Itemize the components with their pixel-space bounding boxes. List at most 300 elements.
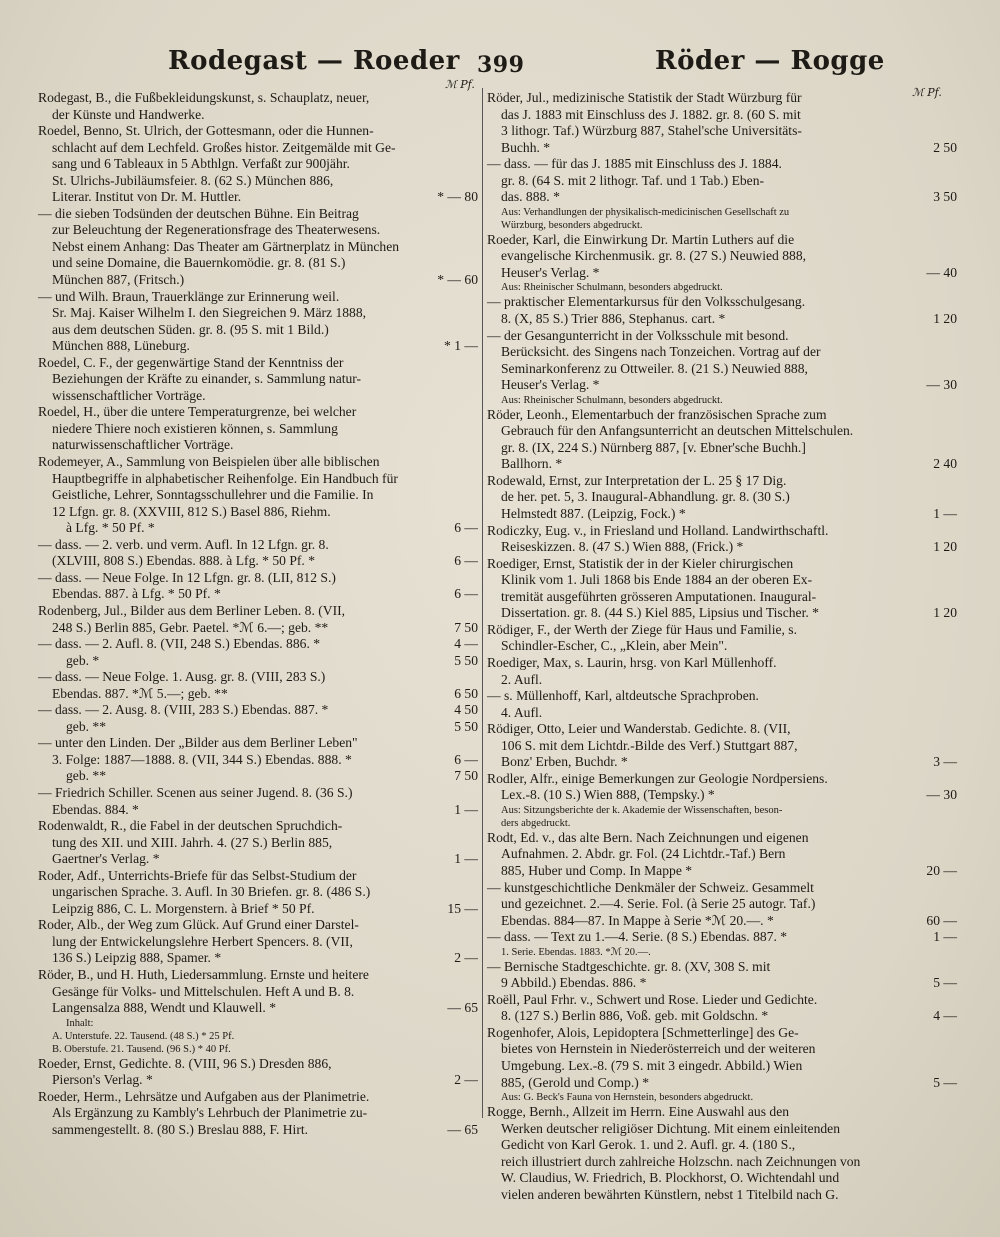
entry-line [38,520,478,537]
entry-text: Rodenwaldt, R., die Fabel in der deutschen Spruchdich- [38,818,343,834]
entry-price: — 40 [926,264,957,280]
entry-line [487,754,957,771]
entry-line [487,344,957,361]
entry-price: 6 — [454,586,478,602]
entry-price: — 65 [447,1000,478,1016]
entry-line [487,489,957,506]
entry-line [38,851,478,868]
entry-text: — unter den Linden. Der „Bilder aus dem Berliner Leben" [38,735,358,751]
entry-line [487,523,957,540]
entry-line [487,705,957,722]
entry-line [487,655,957,672]
entry-text: aus dem deutschen Süden. gr. 8. (95 S. mit 1 Bild.) [52,321,329,337]
entry-line [38,884,478,901]
entry-line [38,768,478,785]
entry-text: (XLVIII, 808 S.) Ebendas. 888. à Lfg. * 50 Pf. * [52,553,316,569]
entry-text: Rodemeyer, A., Sammlung von Beispielen über alle biblischen [38,454,380,470]
entry-text: Gedicht von Karl Gerok. 1. und 2. Aufl. gr. 4. (180 S., [501,1137,796,1153]
entry-text: Rodiczky, Eug. v., in Friesland und Holland. Landwirthschaftl. [487,522,829,538]
entry-text: Sr. Maj. Kaiser Wilhelm I. den Siegreichen 9. März 1888, [52,305,367,321]
entry-line [38,1043,478,1056]
entry-line [487,1170,957,1187]
entry-line [38,222,478,239]
entry-line [38,653,478,670]
entry-price: 4 — [454,636,478,652]
entry-line [38,272,478,289]
entry-text: Roeder, Herm., Lehrsätze und Aufgaben aus der Planimetrie. [38,1088,370,1104]
entry-text: — dass. — Neue Folge. 1. Ausg. gr. 8. (VIII, 283 S.) [38,669,326,685]
entry-line [38,454,478,471]
entry-price: 5 — [933,975,957,991]
entry-text: Geistliche, Lehrer, Sonntagsschullehrer und die Familie. In [52,487,374,503]
entry-text: — dass. — für das J. 1885 mit Einschluss des J. 1884. [487,156,782,172]
entry-line [38,255,478,272]
entry-text: Umgebung. Lex.-8. (79 S. mit 3 eingedr. Abbild.) Wien [501,1057,803,1073]
entry-text: Literar. Institut von Dr. M. Huttler. [52,189,242,205]
entry-text: Ballhorn. * [501,456,563,472]
entry-text: 3 lithogr. Taf.) Würzburg 887, Stahel'sche Universitäts- [501,123,802,139]
entry-price: 6 — [454,751,478,767]
entry-line [487,638,957,655]
entry-line [487,328,957,345]
entry-text: A. Unterstufe. 22. Tausend. (48 S.) * 25 Pf. [52,1030,235,1042]
entry-text: bietes von Hernstein in Niederösterreich und der weiteren [501,1041,816,1057]
entry-text: Ebendas. 887. *ℳ 5.—; geb. ** [52,685,228,701]
entry-line [38,719,478,736]
entry-line [487,975,957,992]
entry-price: 4 50 [454,702,478,718]
currency-header-right: ℳ Pf. [912,86,942,99]
entry-text: — dass. — 2. Ausg. 8. (VIII, 283 S.) Ebendas. 887. * [38,702,329,718]
entry-price: 2 — [454,1072,478,1088]
entry-text: zur Beleuchtung der Regenerationsfrage des Theaterwesens. [52,222,381,238]
entry-line [487,880,957,897]
entry-line [38,189,478,206]
entry-line [38,868,478,885]
entry-text: Rodegast, B., die Fußbekleidungskunst, s. Schauplatz, neuer, [38,90,370,105]
entry-price: 1 — [933,929,957,945]
entry-text: Seminarkonferenz zu Ottweiler. 8. (21 S.) Neuwied 888, [501,360,808,376]
entry-text: Roediger, Ernst, Statistik der in der Kieler chirurgischen [487,555,794,571]
entry-price: 6 — [454,553,478,569]
entry-line [38,620,478,637]
entry-text: Gaertner's Verlag. * [52,851,160,867]
entry-line [487,123,957,140]
entry-line [487,232,957,249]
entry-line [38,173,478,190]
entry-text: Roediger, Max, s. Laurin, hrsg. von Karl Müllenhoff. [487,654,777,670]
entry-text: 8. (X, 85 S.) Trier 886, Stephanus. cart. * [501,311,726,327]
entry-line [38,917,478,934]
entry-line [487,294,957,311]
entry-text: Helmstedt 887. (Leipzig, Fock.) * [501,506,686,522]
entry-line [487,572,957,589]
entry-text: à Lfg. * 50 Pf. * [66,520,155,536]
entry-line [487,929,957,946]
entry-text: Rödiger, F., der Werth der Ziege für Haus und Familie, s. [487,621,797,637]
entry-line [38,239,478,256]
entry-line [487,1104,957,1121]
entry-text: Reiseskizzen. 8. (47 S.) Wien 888, (Frick.) * [501,539,744,555]
entry-line [487,959,957,976]
entry-line [487,311,957,328]
entry-text: Aus: Rheinischer Schulmann, besonders abgedruckt. [501,282,723,294]
entry-line [487,1058,957,1075]
entry-price: — 30 [926,787,957,803]
entry-line [487,423,957,440]
entry-text: Rogge, Bernh., Allzeit im Herrn. Eine Auswahl aus den [487,1104,790,1120]
entry-text: Nebst einem Anhang: Das Theater am Gärtnerplatz in München [52,238,400,254]
entry-line [487,1187,957,1204]
entry-text: geb. ** [66,768,107,784]
entry-line [38,785,478,802]
entry-line [38,570,478,587]
entry-text: — s. Müllenhoff, Karl, altdeutsche Sprachproben. [487,688,759,704]
entry-line [38,421,478,438]
entry-line [487,506,957,523]
entry-text: Röder, Jul., medizinische Statistik der Stadt Würzburg für [487,90,802,105]
entry-text: 885, (Gerold und Comp.) * [501,1074,650,1090]
entry-line [38,371,478,388]
entry-text: Leipzig 886, C. L. Morgenstern. à Brief * 50 Pf. [52,900,315,916]
entry-price: 20 — [926,862,957,878]
entry-line [38,1122,478,1139]
entry-line [487,248,957,265]
entry-line [38,586,478,603]
entry-line [487,281,957,294]
entry-line [38,305,478,322]
entry-text: Rödiger, Otto, Leier und Wanderstab. Gedichte. 8. (VII, [487,721,791,737]
entry-line [487,688,957,705]
entry-line [38,636,478,653]
entry-line [487,156,957,173]
entry-line [487,556,957,573]
entry-text: und seine Domaine, die Bauernkomödie. gr. 8. (81 S.) [52,255,346,271]
entry-text: evangelische Kirchenmusik. gr. 8. (27 S.) Neuwied 888, [501,248,807,264]
entry-line [38,322,478,339]
entry-text: Heuser's Verlag. * [501,377,600,393]
entry-text: Aus: Rheinischer Schulmann, besonders abgedruckt. [501,394,723,406]
entry-line [487,721,957,738]
entry-text: — dass. — 2. Aufl. 8. (VII, 248 S.) Ebendas. 886. * [38,636,321,652]
entry-line [38,984,478,1001]
entry-text: sang und 6 Tableaux in 5 Abthlgn. Verfaßt zur 900jähr. [52,156,350,172]
entry-text: Heuser's Verlag. * [501,264,600,280]
entry-text: Dissertation. gr. 8. (44 S.) Kiel 885, Lipsius und Tischer. * [501,605,819,621]
entry-price: * — 60 [437,272,478,288]
entry-line [38,1072,478,1089]
entry-line [38,818,478,835]
entry-line [487,189,957,206]
entry-line [487,787,957,804]
entry-line [38,355,478,372]
entry-text: Roedel, H., über die untere Temperaturgrenze, bei welcher [38,404,357,420]
entry-line [487,992,957,1009]
entry-text: Roeder, Ernst, Gedichte. 8. (VIII, 96 S.) Dresden 886, [38,1055,332,1071]
entry-price: * — 80 [437,189,478,205]
entry-line [487,407,957,424]
entry-text: — kunstgeschichtliche Denkmäler der Schweiz. Gesammelt [487,879,814,895]
entry-text: 4. Aufl. [501,704,543,720]
entry-text: 9 Abbild.) Ebendas. 886. * [501,975,647,991]
entry-price: 1 — [933,506,957,522]
entry-line [38,404,478,421]
entry-line [487,1137,957,1154]
entry-price: 3 — [933,754,957,770]
entry-line [38,669,478,686]
entry-line [487,589,957,606]
entry-price: 1 — [454,851,478,867]
entry-line [487,896,957,913]
entry-line [38,388,478,405]
entry-line [487,863,957,880]
entry-text: Roeder, Karl, die Einwirkung Dr. Martin Luthers auf die [487,231,795,247]
entry-text: — und Wilh. Braun, Trauerklänge zur Erinnerung weil. [38,288,340,304]
entry-line [38,107,478,124]
entry-line [38,471,478,488]
entry-text: — Friedrich Schiller. Scenen aus seiner Jugend. 8. (36 S.) [38,784,353,800]
entry-text: naturwissenschaftlicher Vorträge. [52,437,234,453]
entry-text: Rodenberg, Jul., Bilder aus dem Berliner Leben. 8. (VII, [38,602,346,618]
entry-text: Aus: G. Beck's Fauna von Hernstein, besonders abgedruckt. [501,1092,754,1104]
entry-text: — dass. — Text zu 1.—4. Serie. (8 S.) Ebendas. 887. * [487,929,788,945]
entry-text: Roedel, C. F., der gegenwärtige Stand der Kenntniss der [38,354,344,370]
entry-text: 12 Lfgn. gr. 8. (XXVIII, 812 S.) Basel 886, Riehm. [52,503,331,519]
entry-line [487,107,957,124]
entry-line [38,967,478,984]
entry-text: W. Claudius, W. Friedrich, B. Plockhorst, O. Wichtendahl und [501,1170,840,1186]
entry-line [38,140,478,157]
entry-price: 6 — [454,520,478,536]
entry-text: tremität ausgeführten grösseren Amputationen. Inaugural- [501,588,817,604]
entry-text: de her. pet. 5, 3. Inaugural-Abhandlung. gr. 8. (30 S.) [501,489,790,505]
entry-text: 1. Serie. Ebendas. 1883. *ℳ 20.—. [501,946,651,958]
entry-line [38,735,478,752]
entry-line [487,377,957,394]
entry-text: Aufnahmen. 2. Abdr. gr. Fol. (24 Lichtdr.-Taf.) Bern [501,846,786,862]
entry-price: 1 — [454,801,478,817]
entry-text: Aus: Verhandlungen der physikalisch-medicinischen Gesellschaft zu [501,206,790,218]
entry-price: — 30 [926,377,957,393]
entry-line [38,206,478,223]
entry-price: 5 50 [454,652,478,668]
entry-text: 8. (127 S.) Berlin 886, Voß. geb. mit Goldschn. * [501,1008,769,1024]
entry-text: Buchh. * [501,139,551,155]
right-column [487,90,957,1203]
entry-text: wissenschaftlicher Vorträge. [52,387,206,403]
entry-text: Gesänge für Volks- und Mittelschulen. Heft A und B. 8. [52,983,355,999]
entry-text: das J. 1883 mit Einschluss des J. 1882. gr. 8. (60 S. mit [501,106,801,122]
entry-line [38,752,478,769]
entry-text: Röder, B., und H. Huth, Liedersammlung. Ernste und heitere [38,966,369,982]
entry-text: niedere Thiere noch existieren können, s. Sammlung [52,420,338,436]
entry-text: das. 888. * [501,189,560,205]
entry-line [38,950,478,967]
entry-line [487,140,957,157]
entry-line [487,440,957,457]
entry-text: 248 S.) Berlin 885, Gebr. Paetel. *ℳ 6.—; geb. ** [52,619,329,635]
entry-text: tung des XII. und XIII. Jahrh. 4. (27 S.) Berlin 885, [52,834,333,850]
entry-text: Roëll, Paul Frhr. v., Schwert und Rose. Lieder und Gedichte. [487,991,818,1007]
entry-text: — Bernische Stadtgeschichte. gr. 8. (XV, 308 S. mit [487,958,771,974]
entry-price: 15 — [447,900,478,916]
entry-price: 5 — [933,1074,957,1090]
entry-price: 2 40 [933,456,957,472]
entry-price: 2 50 [933,139,957,155]
entry-line [487,361,957,378]
entry-price: — 65 [447,1121,478,1137]
entry-line [487,539,957,556]
entry-text: und gezeichnet. 2.—4. Serie. Fol. (à Serie 25 autogr. Taf.) [501,896,816,912]
entry-line [487,846,957,863]
entry-line [487,771,957,788]
entry-text: Lex.-8. (10 S.) Wien 888, (Tempsky.) * [501,787,715,803]
entry-line [38,1056,478,1073]
entry-text: lung der Entwickelungslehre Herbert Spencers. 8. (VII, [52,933,353,949]
entry-text: München 887, (Fritsch.) [52,272,185,288]
entry-line [38,90,478,107]
entry-text: Ebendas. 884—87. In Mappe à Serie *ℳ 20.—. * [501,912,774,928]
entry-text: — die sieben Todsünden der deutschen Bühne. Ein Beitrag [38,205,359,221]
entry-text: Inhalt: [66,1017,94,1029]
running-header-left: Rodegast — Roeder [168,46,460,76]
entry-line [38,1000,478,1017]
entry-line [38,123,478,140]
entry-price: 2 — [454,950,478,966]
entry-text: 3. Folge: 1887—1888. 8. (VII, 344 S.) Ebendas. 888. * [52,751,352,767]
entry-line [487,830,957,847]
entry-text: gr. 8. (IX, 224 S.) Nürnberg 887, [v. Ebner'sche Buchh.] [501,439,806,455]
entry-line [487,90,957,107]
entry-line [487,672,957,689]
entry-text: — der Gesangunterricht in der Volksschule mit besond. [487,327,789,343]
entry-text: Ebendas. 884. * [52,801,139,817]
entry-text: Beziehungen der Kräfte zu einander, s. Sammlung natur- [52,371,362,387]
entry-line [38,835,478,852]
entry-text: Als Ergänzung zu Kambly's Lehrbuch der Planimetrie zu- [52,1105,368,1121]
entry-text: Aus: Sitzungsberichte der k. Akademie der Wissenschaften, beson- [501,804,783,816]
entry-price: 7 50 [454,619,478,635]
entry-line [38,338,478,355]
entry-text: Rodt, Ed. v., das alte Bern. Nach Zeichnungen und eigenen [487,829,809,845]
entry-line [38,702,478,719]
entry-price: 5 50 [454,718,478,734]
entry-text: der Künste und Handwerke. [52,106,205,122]
currency-header-left: ℳ Pf. [445,78,475,91]
entry-text: Werken deutscher religiöser Dichtung. Mit einem einleitenden [501,1120,841,1136]
page-number: 399 [477,52,525,78]
entry-line [487,605,957,622]
entry-text: Gebrauch für den Anfangsunterricht an deutschen Mittelschulen. [501,423,854,439]
entry-text: Bonz' Erben, Buchdr. * [501,754,628,770]
entry-line [487,1025,957,1042]
entry-text: ders abgedruckt. [501,817,571,829]
entry-line [487,622,957,639]
entry-line [487,173,957,190]
entry-text: 885, Huber und Comp. In Mappe * [501,862,693,878]
entry-line [38,901,478,918]
entry-line [38,802,478,819]
entry-line [487,1091,957,1104]
entry-line [487,394,957,407]
entry-text: 106 S. mit dem Lichtdr.-Bilde des Verf.) Stuttgart 887, [501,737,798,753]
entry-text: reich illustriert durch zahlreiche Holzschn. nach Zeichnungen von [501,1153,861,1169]
entry-price: 3 50 [933,189,957,205]
entry-text: schlacht auf dem Lechfeld. Großes histor. Zeitgemälde mit Ge- [52,139,396,155]
entry-line [487,1121,957,1138]
entry-line [38,603,478,620]
entry-price: 60 — [926,912,957,928]
entry-text: B. Oberstufe. 21. Tausend. (96 S.) * 40 Pf. [52,1043,231,1055]
entry-text: ungarischen Sprache. 3. Aufl. In 30 Briefen. gr. 8. (486 S.) [52,884,371,900]
entry-price: 4 — [933,1008,957,1024]
entry-line [38,504,478,521]
entry-text: Roder, Adf., Unterrichts-Briefe für das Selbst-Studium der [38,867,357,883]
entry-text: sammengestellt. 8. (80 S.) Breslau 888, F. Hirt. [52,1121,309,1137]
entry-line [38,1105,478,1122]
entry-text: Langensalza 888, Wendt und Klauwell. * [52,1000,277,1016]
entry-line [487,206,957,219]
entry-line [38,289,478,306]
entry-line [38,1017,478,1030]
entry-text: Ebendas. 887. à Lfg. * 50 Pf. * [52,586,221,602]
entry-text: — praktischer Elementarkursus für den Volksschulgesang. [487,294,806,310]
entry-text: 2. Aufl. [501,671,543,687]
entry-line [38,934,478,951]
entry-text: — dass. — 2. verb. und verm. Aufl. In 12 Lfgn. gr. 8. [38,536,329,552]
entry-price: 1 20 [933,605,957,621]
entry-text: Rogenhofer, Alois, Lepidoptera [Schmetterlinge] des Ge- [487,1024,799,1040]
entry-text: Berücksicht. des Singens nach Tonzeichen. Vortrag auf der [501,344,821,360]
entry-line [487,1075,957,1092]
entry-line [38,537,478,554]
entry-text: geb. * [66,652,100,668]
entry-price: 1 20 [933,539,957,555]
entry-text: — dass. — Neue Folge. In 12 Lfgn. gr. 8. (LII, 812 S.) [38,569,336,585]
entry-line [487,913,957,930]
entry-price: 7 50 [454,768,478,784]
entry-text: Roedel, Benno, St. Ulrich, der Gottesmann, oder die Hunnen- [38,123,374,139]
entry-text: Pierson's Verlag. * [52,1072,153,1088]
entry-text: Roder, Alb., der Weg zum Glück. Auf Grund einer Darstel- [38,917,359,933]
entry-price: * 1 — [444,338,478,354]
entry-price: 6 50 [454,685,478,701]
entry-text: Würzburg, besonders abgedruckt. [501,219,643,231]
running-header-right: Röder — Rogge [655,46,885,76]
entry-line [487,738,957,755]
entry-line [38,156,478,173]
entry-text: geb. ** [66,718,107,734]
entry-line [38,437,478,454]
entry-text: St. Ulrichs-Jubiläumsfeier. 8. (62 S.) München 886, [52,172,334,188]
entry-line [487,946,957,959]
entry-text: Rodewald, Ernst, zur Interpretation der L. 25 § 17 Dig. [487,472,787,488]
entry-line [487,1154,957,1171]
entry-text: München 888, Lüneburg. [52,338,190,354]
entry-line [487,817,957,830]
entry-text: 136 S.) Leipzig 888, Spamer. * [52,950,222,966]
entry-text: Klinik vom 1. Juli 1868 bis Ende 1884 an der oberen Ex- [501,572,813,588]
entry-line [38,686,478,703]
entry-text: Hauptbegriffe in alphabetischer Reihenfolge. Ein Handbuch für [52,470,398,486]
entry-line [487,219,957,232]
entry-line [487,265,957,282]
entry-line [487,1041,957,1058]
entry-text: gr. 8. (64 S. mit 2 lithogr. Taf. und 1 Tab.) Eben- [501,172,765,188]
entry-line [38,553,478,570]
entry-line [487,1008,957,1025]
entry-line [38,1030,478,1043]
